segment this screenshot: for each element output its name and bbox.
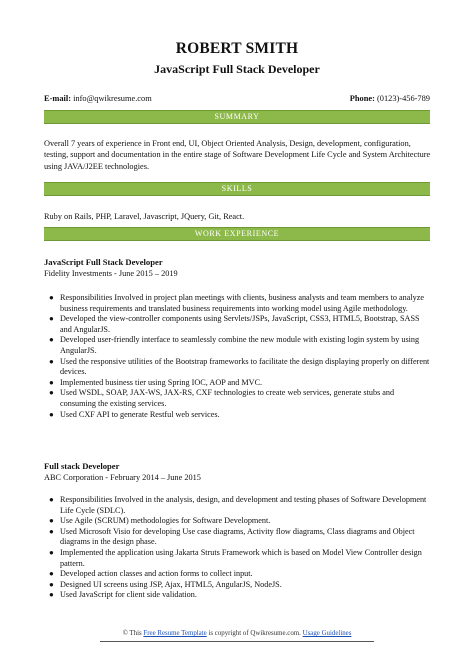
list-item <box>44 388 432 409</box>
list-item <box>44 314 432 335</box>
candidate-role: JavaScript Full Stack Developer <box>154 62 320 76</box>
bullet-text: Used CXF API to generate Restful web services. <box>60 409 220 419</box>
list-item <box>44 410 432 421</box>
bullet-icon: ● <box>49 590 54 600</box>
footer-divider <box>100 641 374 642</box>
list-item <box>44 590 432 601</box>
email-value[interactable]: info@qwikresume.com <box>73 94 152 103</box>
list-item <box>44 516 432 527</box>
bullet-text: Designed UI screens using JSP, Ajax, HTML5, AngularJS, NodeJS. <box>60 579 282 589</box>
bullet-icon: ● <box>49 335 54 345</box>
footer-prefix: © This <box>122 630 142 637</box>
footer-middle: is copyright of Qwikresume.com. <box>208 630 301 637</box>
bullet-text: Used JavaScript for client side validation. <box>60 590 197 600</box>
phone-block <box>350 94 430 103</box>
job-title: JavaScript Full Stack Developer <box>44 257 163 267</box>
bullet-text: Implemented the application using Jakarta Struts Framework which is based on Model View Controller design pattern. <box>60 547 422 568</box>
bullet-text: Developed the view-controller components using Servlets/JSPs, JavaScript, CSS3, HTML5, Bootstrap, SASS and AngularJS. <box>60 314 420 334</box>
bullet-text: Used Microsoft Visio for developing Use case diagrams, Activity flow diagrams, Class diagrams and Object diagrams in the design phase. <box>60 526 415 547</box>
phone-value: (0123)-456-789 <box>376 94 430 103</box>
usage-guidelines-link[interactable]: Usage Guidelines <box>302 630 352 637</box>
bullet-text: Implemented business tier using Spring IOC, AOP and MVC. <box>60 377 263 387</box>
work-experience-heading: WORK EXPERIENCE <box>44 227 430 241</box>
bullet-text: Use Agile (SCRUM) methodologies for Software Development. <box>60 516 271 526</box>
job-company-dates: Fidelity Investments - June 2015 – 2019 <box>44 269 178 278</box>
list-item <box>44 335 432 356</box>
bullet-icon: ● <box>49 409 54 419</box>
bullet-icon: ● <box>49 569 54 579</box>
candidate-name: ROBERT SMITH <box>175 40 299 57</box>
skills-heading: SKILLS <box>44 182 430 196</box>
summary-text: Overall 7 years of experience in Front end, UI, Object Oriented Analysis, Design, development, configuration, testing, support and documentation in the entire stage of Software Development Life Cycle and System Architecture using JAVA/J2EE technologies. <box>44 139 431 171</box>
list-item <box>44 293 432 314</box>
bullet-icon: ● <box>49 314 54 324</box>
list-item <box>44 569 432 580</box>
bullet-text: Responsibilities Involved in project plan meetings with clients, business analysts and team members to analyze business requirements and translated business requirements into working model using Agile methodology. <box>60 293 425 313</box>
bullet-icon: ● <box>49 388 54 398</box>
job-responsibilities-list <box>44 495 432 601</box>
bullet-text: Responsibilities Involved in the analysis, design, and development and testing phases of Software Development Life Cycle (SDLC). <box>60 495 427 515</box>
free-resume-template-link[interactable]: Free Resume Template <box>143 630 207 637</box>
list-item <box>44 580 432 591</box>
email-label: E-mail: <box>44 94 71 103</box>
summary-heading: SUMMARY <box>44 110 430 124</box>
bullet-icon: ● <box>49 579 54 589</box>
list-item <box>44 527 432 548</box>
bullet-icon: ● <box>49 356 54 366</box>
list-item <box>44 357 432 378</box>
bullet-icon: ● <box>49 516 54 526</box>
bullet-text: Used the responsive utilities of the Bootstrap frameworks to facilitate the design displaying properly on different devices. <box>60 356 430 377</box>
job-company-dates: ABC Corporation - February 2014 – June 2015 <box>44 473 201 482</box>
bullet-icon: ● <box>49 377 54 387</box>
email-block <box>44 94 152 103</box>
job-title: Full stack Developer <box>44 461 120 471</box>
bullet-icon: ● <box>49 495 54 504</box>
bullet-icon: ● <box>49 526 54 536</box>
bullet-text: Developed action classes and action forms to collect input. <box>60 569 253 579</box>
list-item <box>44 378 432 389</box>
job-responsibilities-list <box>44 293 432 420</box>
list-item <box>44 495 432 516</box>
bullet-icon: ● <box>49 547 54 557</box>
bullet-text: Developed user-friendly interface to seamlessly combine the new module with existing login system by using AngularJS. <box>60 335 420 355</box>
contact-line <box>44 94 430 103</box>
bullet-text: Used WSDL, SOAP, JAX-WS, JAX-RS, CXF technologies to create web services, generate stubs and consuming the existing services. <box>60 388 395 408</box>
skills-text: Ruby on Rails, PHP, Laravel, Javascript, JQuery, Git, React. <box>44 212 245 221</box>
footer-copyright <box>0 630 474 637</box>
bullet-icon: ● <box>49 293 54 302</box>
phone-label: Phone: <box>349 94 375 103</box>
list-item <box>44 548 432 569</box>
